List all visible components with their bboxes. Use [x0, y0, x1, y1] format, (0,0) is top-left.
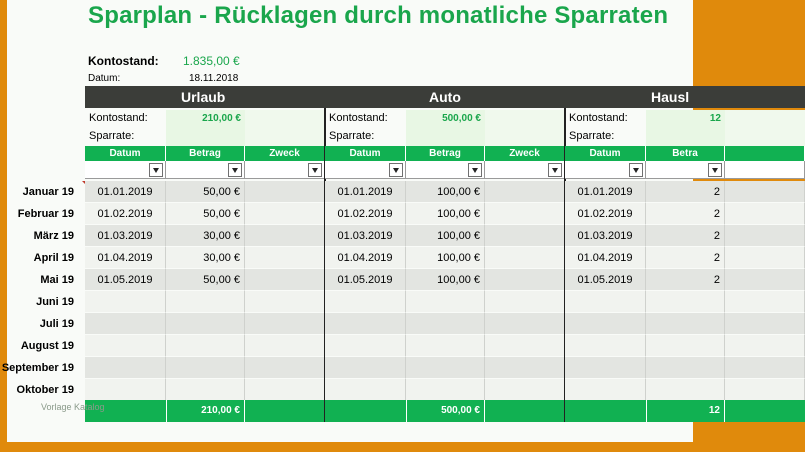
amount-cell[interactable]: [166, 357, 245, 379]
spreadsheet: [1, 0, 721, 442]
kontostand-value[interactable]: 1.835,00 €: [183, 54, 240, 68]
purpose-cell[interactable]: [245, 247, 325, 269]
kontostand-label: Kontostand:: [88, 54, 159, 68]
purpose-cell[interactable]: [245, 357, 325, 379]
amount-cell[interactable]: 50,00 €: [166, 181, 245, 203]
purpose-cell[interactable]: [485, 291, 565, 313]
amount-cell[interactable]: [166, 335, 245, 357]
filter-cell: [725, 161, 805, 179]
block-info: [325, 110, 565, 146]
amount-cell[interactable]: 2: [646, 203, 725, 225]
datum-value[interactable]: 18.11.2018: [189, 73, 239, 84]
purpose-cell[interactable]: [485, 247, 565, 269]
block-sparrate-value[interactable]: [725, 110, 805, 146]
amount-cell[interactable]: 100,00 €: [406, 247, 485, 269]
date-cell[interactable]: [85, 291, 166, 313]
amount-cell[interactable]: [646, 291, 725, 313]
month-label: August 19: [20, 340, 74, 352]
filter-dropdown-icon[interactable]: [468, 163, 482, 177]
month-label: April 19: [33, 252, 74, 264]
block-kontostand-value[interactable]: 500,00 €: [406, 110, 485, 146]
purpose-cell[interactable]: [485, 203, 565, 225]
date-cell[interactable]: [325, 291, 406, 313]
date-cell[interactable]: 01.01.2019: [325, 181, 406, 203]
purpose-cell[interactable]: [725, 335, 805, 357]
date-cell[interactable]: [565, 335, 646, 357]
filter-dropdown-icon[interactable]: [308, 163, 322, 177]
filter-dropdown-icon[interactable]: [548, 163, 562, 177]
date-cell[interactable]: 01.04.2019: [85, 247, 166, 269]
amount-cell[interactable]: 2: [646, 269, 725, 291]
month-label: Mai 19: [40, 274, 74, 286]
date-cell[interactable]: [85, 335, 166, 357]
purpose-cell[interactable]: [725, 181, 805, 203]
filter-cell: [85, 161, 166, 179]
datum-label: Datum:: [88, 73, 121, 84]
date-cell[interactable]: 01.01.2019: [85, 181, 166, 203]
purpose-cell[interactable]: [485, 181, 565, 203]
date-cell[interactable]: [325, 379, 406, 401]
column-header: Datum: [85, 146, 166, 161]
month-label: Juni 19: [36, 296, 74, 308]
amount-cell[interactable]: [646, 313, 725, 335]
block-sparrate-value[interactable]: [245, 110, 325, 146]
purpose-cell[interactable]: [245, 181, 325, 203]
date-cell[interactable]: 01.05.2019: [85, 269, 166, 291]
date-cell[interactable]: 01.04.2019: [565, 247, 646, 269]
filter-dropdown-icon[interactable]: [149, 163, 163, 177]
purpose-cell[interactable]: [245, 335, 325, 357]
block-title: Auto: [429, 89, 461, 105]
purpose-cell[interactable]: [485, 379, 565, 401]
sheet-title: Sparplan - Rücklagen durch monatliche Sparraten: [88, 2, 669, 29]
filter-dropdown-icon[interactable]: [389, 163, 403, 177]
amount-cell[interactable]: [166, 313, 245, 335]
filter-dropdown-icon[interactable]: [708, 163, 722, 177]
purpose-cell[interactable]: [245, 203, 325, 225]
purpose-cell[interactable]: [725, 203, 805, 225]
column-header: Betra: [646, 146, 725, 161]
purpose-cell[interactable]: [725, 225, 805, 247]
purpose-cell[interactable]: [245, 291, 325, 313]
amount-cell[interactable]: [646, 335, 725, 357]
amount-cell[interactable]: [406, 335, 485, 357]
block-total: 12: [646, 400, 725, 422]
amount-cell[interactable]: [166, 291, 245, 313]
amount-cell[interactable]: [406, 313, 485, 335]
amount-cell[interactable]: [406, 357, 485, 379]
date-cell[interactable]: 01.03.2019: [85, 225, 166, 247]
date-cell[interactable]: 01.03.2019: [325, 225, 406, 247]
block-header-hausl: [565, 86, 805, 108]
column-header: Betrag: [406, 146, 485, 161]
date-cell[interactable]: 01.05.2019: [325, 269, 406, 291]
amount-cell[interactable]: 2: [646, 247, 725, 269]
block-sparrate-value[interactable]: [485, 110, 565, 146]
amount-cell[interactable]: [646, 379, 725, 401]
date-cell[interactable]: [85, 379, 166, 401]
amount-cell[interactable]: 30,00 €: [166, 225, 245, 247]
column-header: Datum: [565, 146, 646, 161]
purpose-cell[interactable]: [725, 247, 805, 269]
amount-cell[interactable]: [406, 291, 485, 313]
purpose-cell[interactable]: [725, 357, 805, 379]
filter-cell: [485, 161, 565, 179]
amount-cell[interactable]: 100,00 €: [406, 181, 485, 203]
purpose-cell[interactable]: [245, 313, 325, 335]
block-info: [85, 110, 325, 146]
block-sparrate-label: Sparrate:: [569, 130, 615, 142]
column-header: Datum: [325, 146, 406, 161]
date-cell[interactable]: [325, 313, 406, 335]
column-header: Zweck: [485, 146, 565, 161]
amount-cell[interactable]: 100,00 €: [406, 225, 485, 247]
month-label: September 19: [1, 362, 74, 374]
block-total: 210,00 €: [166, 400, 245, 422]
amount-cell[interactable]: 30,00 €: [166, 247, 245, 269]
column-header: [725, 146, 805, 161]
date-cell[interactable]: [85, 313, 166, 335]
purpose-cell[interactable]: [725, 291, 805, 313]
filter-cell: [646, 161, 725, 179]
filter-cell: [245, 161, 325, 179]
amount-cell[interactable]: 50,00 €: [166, 269, 245, 291]
filter-cell: [406, 161, 485, 179]
purpose-cell[interactable]: [485, 335, 565, 357]
amount-cell[interactable]: 100,00 €: [406, 269, 485, 291]
month-label: März 19: [33, 230, 74, 242]
amount-cell[interactable]: [646, 357, 725, 379]
block-info: [565, 110, 805, 146]
date-cell[interactable]: [565, 313, 646, 335]
block-kontostand-label: Kontostand:: [89, 112, 148, 124]
date-cell[interactable]: [565, 357, 646, 379]
purpose-cell[interactable]: [245, 269, 325, 291]
date-cell[interactable]: 01.02.2019: [325, 203, 406, 225]
block-title: Hausl: [651, 89, 690, 105]
amount-cell[interactable]: [406, 379, 485, 401]
month-label: Februar 19: [17, 208, 74, 220]
watermark: Vorlage Katalog: [41, 402, 105, 412]
purpose-cell[interactable]: [245, 225, 325, 247]
purpose-cell[interactable]: [725, 269, 805, 291]
amount-cell[interactable]: 2: [646, 181, 725, 203]
column-header: Zweck: [245, 146, 325, 161]
date-cell[interactable]: 01.01.2019: [565, 181, 646, 203]
date-cell[interactable]: [565, 291, 646, 313]
block-header-urlaub: [85, 86, 325, 108]
block-sparrate-label: Sparrate:: [329, 130, 375, 142]
block-sparrate-label: Sparrate:: [89, 130, 135, 142]
date-cell[interactable]: 01.04.2019: [325, 247, 406, 269]
purpose-cell[interactable]: [485, 269, 565, 291]
block-kontostand-value[interactable]: 12: [646, 110, 725, 146]
block-header-auto: [325, 86, 565, 108]
purpose-cell[interactable]: [485, 225, 565, 247]
date-cell[interactable]: 01.03.2019: [565, 225, 646, 247]
purpose-cell[interactable]: [485, 313, 565, 335]
date-cell[interactable]: [325, 357, 406, 379]
month-label: Oktober 19: [16, 384, 74, 396]
block-kontostand-label: Kontostand:: [569, 112, 628, 124]
column-header: Betrag: [166, 146, 245, 161]
filter-cell: [166, 161, 245, 179]
date-cell[interactable]: 01.02.2019: [565, 203, 646, 225]
amount-cell[interactable]: [166, 379, 245, 401]
amount-cell[interactable]: 50,00 €: [166, 203, 245, 225]
month-label: Januar 19: [22, 186, 74, 198]
amount-cell[interactable]: 100,00 €: [406, 203, 485, 225]
block-title: Urlaub: [181, 89, 226, 105]
filter-cell: [325, 161, 406, 179]
filter-dropdown-icon[interactable]: [228, 163, 242, 177]
block-kontostand-label: Kontostand:: [329, 112, 388, 124]
date-cell[interactable]: 01.02.2019: [85, 203, 166, 225]
purpose-cell[interactable]: [245, 379, 325, 401]
date-cell[interactable]: [325, 335, 406, 357]
purpose-cell[interactable]: [725, 379, 805, 401]
block-total: 500,00 €: [406, 400, 485, 422]
block-kontostand-value[interactable]: 210,00 €: [166, 110, 245, 146]
date-cell[interactable]: [85, 357, 166, 379]
date-cell[interactable]: 01.05.2019: [565, 269, 646, 291]
purpose-cell[interactable]: [725, 313, 805, 335]
month-label: Juli 19: [39, 318, 74, 330]
filter-cell: [565, 161, 646, 179]
date-cell[interactable]: [565, 379, 646, 401]
purpose-cell[interactable]: [485, 357, 565, 379]
filter-dropdown-icon[interactable]: [629, 163, 643, 177]
amount-cell[interactable]: 2: [646, 225, 725, 247]
